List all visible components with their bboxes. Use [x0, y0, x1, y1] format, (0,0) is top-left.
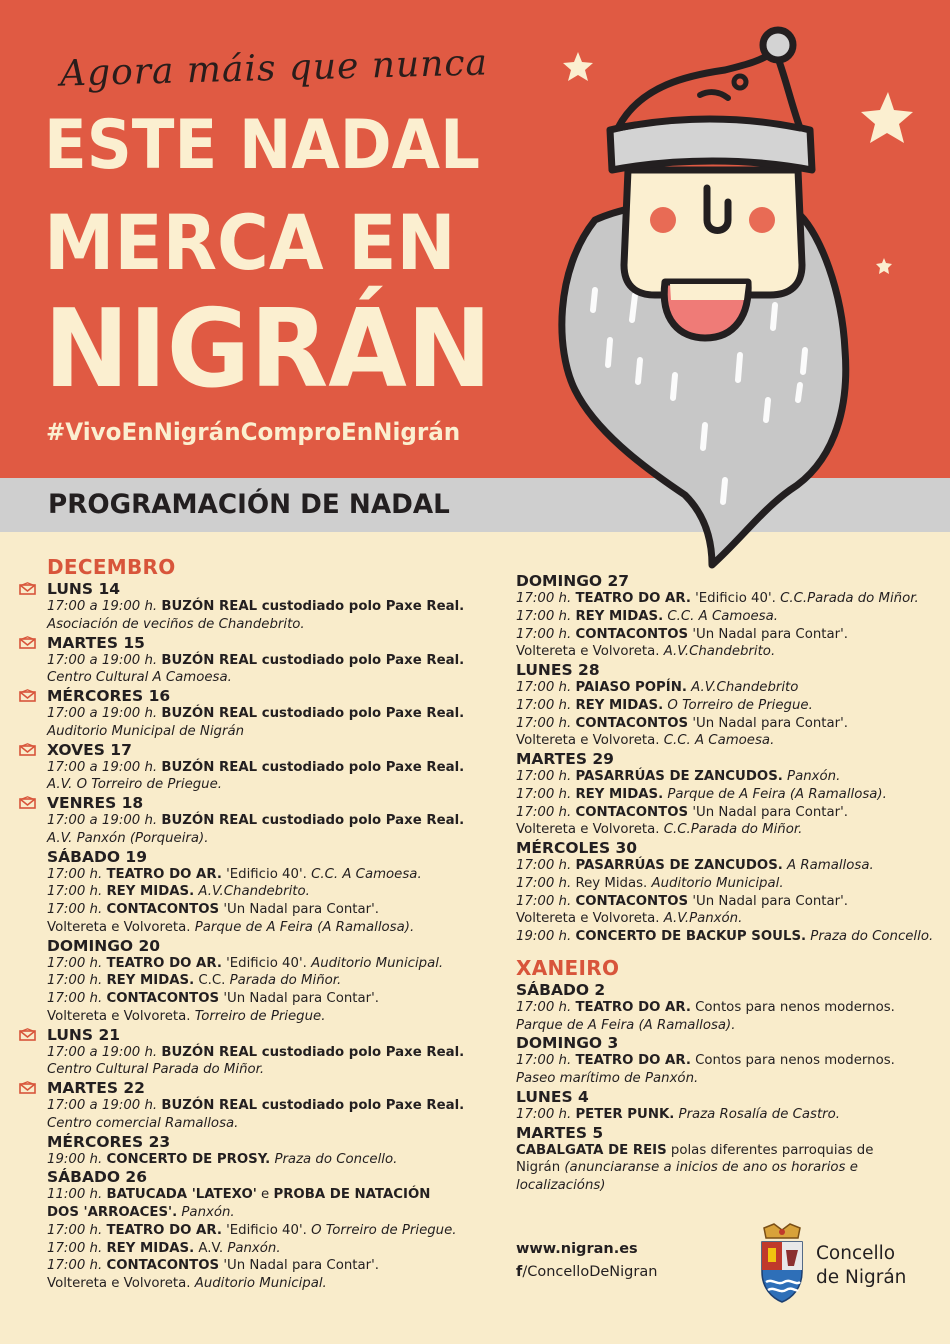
day-heading: [47, 1133, 464, 1151]
event-title: PETER PUNK.: [575, 1106, 675, 1122]
event-place: O Torreiro de Priegue.: [663, 697, 813, 713]
event-place: Centro Cultural Parada do Miñor.: [47, 1062, 265, 1078]
event-text: 'Un Nadal para Contar'.: [688, 893, 848, 909]
star-icon: [563, 52, 593, 81]
event-time: 17:00 h.: [516, 591, 572, 606]
event-text: Contos para nenos modernos.: [690, 1053, 895, 1069]
event-line: [516, 821, 933, 839]
event-place: A.V.Chandebrito: [686, 680, 799, 695]
programme-heading: PROGRAMACIÓN DE NADAL: [48, 489, 450, 520]
event-line: [47, 723, 464, 741]
event-line: [47, 866, 464, 884]
event-text: 'Un Nadal para Contar'.: [219, 902, 379, 917]
event-text: 'Edificio 40'.: [221, 1222, 312, 1238]
event-line: [47, 990, 464, 1008]
day-label: MARTES 29: [516, 750, 614, 768]
event-text: polas diferentes parroquias de: [666, 1142, 874, 1158]
hashtag: #VivoEnNigránComproEnNigrán: [46, 418, 461, 446]
event-time: 19:00 h.: [47, 1151, 103, 1167]
event-time: 17:00 a 19:00 h.: [47, 1098, 158, 1113]
event-place: O Torreiro de Priegue.: [311, 1222, 457, 1238]
day-heading: [47, 687, 464, 705]
event-title: CONTACONTOS: [575, 804, 689, 820]
event-title: REY MIDAS.: [106, 1240, 195, 1256]
event-title: TEATRO DO AR.: [575, 1053, 691, 1069]
event-line: [516, 608, 933, 626]
event-title: CONTACONTOS: [575, 626, 689, 642]
facebook-handle: /ConcelloDeNigran: [522, 1264, 658, 1280]
day-label: DOMINGO 27: [516, 572, 630, 590]
day-label: XOVES 17: [47, 740, 132, 759]
event-line: [47, 1151, 464, 1169]
month-heading: XANEIRO: [516, 955, 620, 980]
event-line: [47, 812, 464, 830]
event-time: 17:00 h.: [516, 1053, 572, 1069]
event-time: 17:00 h.: [47, 884, 103, 900]
title-line-1: ESTE NADAL: [44, 106, 480, 185]
day-label: LUNES 4: [516, 1087, 589, 1106]
organization-name: [816, 1242, 906, 1290]
event-line: [47, 1186, 464, 1204]
column-left: [47, 554, 464, 1293]
event-place: A.V.Chandebrito.: [194, 884, 310, 900]
envelope-icon: [19, 689, 36, 702]
event-line: [516, 928, 933, 946]
event-place: Asociación de veciños de Chandebrito.: [47, 616, 305, 632]
event-time: 17:00 h.: [47, 991, 103, 1006]
event-time: 11:00 h.: [47, 1187, 103, 1203]
event-title: CONCERTO DE PROSY.: [106, 1151, 271, 1167]
event-time: 17:00 h.: [516, 999, 572, 1015]
title-line-3: NIGRÁN: [44, 287, 492, 412]
event-place: Parque de A Feira (A Ramallosa).: [194, 919, 415, 935]
event-time: 17:00 a 19:00 h.: [47, 599, 158, 614]
day-label: DOMINGO 20: [47, 936, 161, 955]
event-time: 17:00 h.: [516, 1106, 572, 1122]
organization-line-1: Concello: [816, 1243, 896, 1264]
event-line: [516, 643, 933, 661]
event-place: Auditorio Municipal.: [194, 1276, 327, 1291]
event-place: Panxón.: [782, 769, 841, 784]
event-time: 17:00 h.: [47, 866, 103, 882]
event-line: [47, 759, 464, 777]
event-title: BATUCADA 'LATEXO': [106, 1187, 257, 1203]
event-time: 17:00 h.: [516, 769, 572, 784]
event-title: TEATRO DO AR.: [106, 1222, 222, 1238]
day-heading: [516, 839, 933, 857]
event-line: [516, 857, 933, 875]
event-line: [516, 715, 933, 733]
event-title: BUZÓN REAL custodiado polo Paxe Real.: [161, 652, 465, 668]
event-title: PASARRÚAS DE ZANCUDOS.: [575, 858, 783, 873]
event-line: [47, 972, 464, 990]
event-time: 17:00 h.: [47, 902, 103, 917]
event-title: REY MIDAS.: [575, 786, 664, 802]
event-line: [47, 955, 464, 973]
event-title: CONTACONTOS: [106, 1258, 220, 1274]
event-title: REY MIDAS.: [575, 697, 664, 713]
day-heading: [516, 1034, 933, 1052]
day-label: MARTES 15: [47, 633, 145, 652]
event-line: [47, 1097, 464, 1115]
event-title: CONTACONTOS: [575, 715, 689, 731]
day-heading: [516, 572, 933, 590]
event-place: A.V. Panxón (Porqueira).: [47, 830, 209, 846]
event-line: [47, 901, 464, 919]
event-text: Voltereta e Volvoreta.: [47, 919, 195, 935]
event-text: 'Un Nadal para Contar'.: [219, 1258, 379, 1274]
title-line-2: MERCA EN: [44, 198, 456, 287]
event-text: Voltereta e Volvoreta.: [47, 1008, 195, 1024]
event-text: 'Un Nadal para Contar'.: [688, 715, 848, 731]
event-time: 17:00 a 19:00 h.: [47, 813, 158, 828]
event-time: 17:00 h.: [516, 680, 572, 695]
event-line: [516, 1070, 933, 1088]
day-heading: [47, 1079, 464, 1097]
event-place: Torreiro de Priegue.: [194, 1008, 326, 1024]
event-line: [47, 1204, 464, 1222]
day-heading: [516, 1124, 933, 1142]
event-line: [516, 768, 933, 786]
day-heading: [516, 661, 933, 679]
event-time: 17:00 h.: [516, 715, 572, 731]
event-text: A.V.: [194, 1240, 228, 1256]
event-time: 17:00 a 19:00 h.: [47, 1044, 158, 1060]
day-heading: [47, 848, 464, 866]
event-line: [47, 1115, 464, 1133]
day-heading: [47, 937, 464, 955]
event-place: Praza Rosalía de Castro.: [674, 1106, 841, 1122]
event-time: 17:00 h.: [47, 1222, 103, 1238]
event-line: [47, 1061, 464, 1079]
event-line: [516, 732, 933, 750]
event-title: BUZÓN REAL custodiado polo Paxe Real.: [161, 706, 465, 721]
event-place: Parque de A Feira (A Ramallosa).: [516, 1017, 736, 1033]
event-line: [516, 1177, 933, 1195]
spacer: [516, 946, 933, 955]
event-line: [516, 999, 933, 1017]
event-line: [516, 1106, 933, 1124]
envelope-icon: [19, 582, 36, 595]
event-line: [516, 697, 933, 715]
santa-illustration: [500, 20, 950, 580]
event-place: Parque de A Feira (A Ramallosa).: [663, 786, 887, 802]
envelope-icon: [19, 1028, 36, 1041]
event-time: 17:00 h.: [516, 875, 572, 891]
event-time: 17:00 h.: [47, 973, 103, 989]
event-place: A Ramallosa.: [782, 858, 874, 873]
event-time: 17:00 h.: [47, 1258, 103, 1274]
event-text: 'Un Nadal para Contar'.: [219, 991, 379, 1006]
event-title: REY MIDAS.: [106, 973, 195, 989]
event-place: Auditorio Municipal de Nigrán: [47, 723, 245, 739]
event-time: 17:00 h.: [516, 786, 572, 802]
day-heading: [47, 1026, 464, 1044]
event-title: TEATRO DO AR.: [575, 999, 691, 1015]
event-text: Nigrán: [516, 1160, 565, 1176]
event-place: Praza do Concello.: [270, 1151, 398, 1167]
day-label: MÉRCOLES 30: [516, 839, 638, 857]
event-time: 17:00 a 19:00 h.: [47, 759, 158, 775]
event-time: 19:00 h.: [516, 929, 572, 944]
event-title: PASARRÚAS DE ZANCUDOS.: [575, 769, 783, 784]
event-line: [47, 1222, 464, 1240]
event-time: 17:00 h.: [516, 893, 572, 909]
envelope-icon: [19, 636, 36, 649]
event-line: [47, 1275, 464, 1293]
event-line: [516, 910, 933, 928]
event-line: [516, 1142, 933, 1160]
event-place: A.V.Chandebrito.: [663, 644, 776, 660]
event-place: localizacións): [516, 1178, 606, 1193]
event-place: C.C.Parada do Miñor.: [780, 591, 919, 606]
event-place: Centro Cultural A Camoesa.: [47, 670, 232, 686]
envelope-icon: [19, 743, 36, 756]
envelope-icon: [19, 1081, 36, 1094]
event-line: [47, 616, 464, 634]
day-label: MÉRCORES 16: [47, 687, 171, 705]
event-time: 17:00 h.: [516, 697, 572, 713]
event-line: [47, 1257, 464, 1275]
event-line: [516, 1017, 933, 1035]
event-title: CABALGATA DE REIS: [516, 1142, 667, 1158]
day-heading: [47, 634, 464, 652]
event-time: 17:00 h.: [47, 1240, 103, 1256]
day-label: DOMINGO 3: [516, 1034, 619, 1053]
star-icon: [861, 92, 913, 143]
event-line: [516, 1052, 933, 1070]
event-place: (anunciaranse a inicios de ano os horarios e: [564, 1160, 858, 1176]
event-place: Auditorio Municipal.: [651, 875, 784, 891]
star-icon: [876, 258, 892, 274]
event-place: Panxón.: [177, 1205, 235, 1220]
day-label: MARTES 22: [47, 1079, 145, 1097]
event-line: [47, 1240, 464, 1258]
event-line: [47, 1044, 464, 1062]
event-title: BUZÓN REAL custodiado polo Paxe Real.: [161, 813, 465, 828]
event-place: A.V.Panxón.: [663, 911, 743, 927]
day-heading: [516, 981, 933, 999]
event-line: [516, 804, 933, 822]
envelope-icon: [19, 796, 36, 809]
day-label: LUNES 28: [516, 661, 600, 679]
event-text: Voltereta e Volvoreta.: [516, 644, 664, 660]
tagline: Agora máis que nunca: [59, 42, 489, 95]
coat-of-arms-icon: [758, 1222, 806, 1304]
event-title: CONTACONTOS: [575, 893, 689, 909]
event-line: [516, 590, 933, 608]
event-title: TEATRO DO AR.: [106, 866, 222, 882]
event-title: CONTACONTOS: [106, 991, 220, 1006]
day-label: SÁBADO 19: [47, 847, 147, 866]
event-time: 17:00 a 19:00 h.: [47, 652, 158, 668]
event-place: Centro comercial Ramallosa.: [47, 1115, 239, 1131]
facebook-icon: f: [516, 1264, 523, 1280]
event-line: [47, 705, 464, 723]
event-text: 'Un Nadal para Contar'.: [688, 804, 848, 820]
event-title: CONCERTO DE BACKUP SOULS.: [575, 929, 807, 944]
day-heading: [47, 1168, 464, 1186]
event-text: 'Edificio 40'.: [221, 955, 312, 971]
event-text: Voltereta e Volvoreta.: [516, 911, 664, 927]
event-line: [47, 830, 464, 848]
event-text: Voltereta e Volvoreta.: [516, 733, 664, 749]
website-link[interactable]: www.nigran.es: [516, 1241, 638, 1257]
event-title: CONTACONTOS: [106, 902, 220, 917]
day-label: LUNS 14: [47, 580, 121, 598]
event-line: [47, 776, 464, 794]
event-time: 17:00 h.: [47, 955, 103, 971]
event-line: [516, 679, 933, 697]
event-text: 'Edificio 40'.: [221, 866, 312, 882]
event-place: Auditorio Municipal.: [311, 955, 444, 971]
event-line: [47, 669, 464, 687]
event-line: [47, 652, 464, 670]
event-line: [47, 1008, 464, 1026]
organization-line-2: de Nigrán: [816, 1267, 907, 1288]
event-text: Rey Midas.: [575, 875, 652, 891]
event-title: REY MIDAS.: [575, 608, 664, 624]
event-text: C.C.: [194, 973, 230, 989]
event-line: [47, 598, 464, 616]
event-title: BUZÓN REAL custodiado polo Paxe Real.: [161, 1098, 465, 1113]
month-heading: DECEMBRO: [47, 555, 176, 579]
event-title: TEATRO DO AR.: [575, 591, 691, 606]
event-title: REY MIDAS.: [106, 884, 195, 900]
event-place: C.C. A Camoesa.: [663, 733, 775, 749]
event-time: 17:00 h.: [516, 608, 572, 624]
event-line: [47, 883, 464, 901]
event-line: [516, 626, 933, 644]
facebook-link[interactable]: [516, 1264, 657, 1280]
event-line: [516, 893, 933, 911]
event-place: Paseo marítimo de Panxón.: [516, 1071, 699, 1086]
event-time: 17:00 h.: [516, 626, 572, 642]
event-title: PAIASO POPÍN.: [575, 680, 687, 695]
day-label: SÁBADO 2: [516, 980, 606, 999]
day-label: MÉRCORES 23: [47, 1132, 171, 1151]
event-title: TEATRO DO AR.: [106, 955, 222, 971]
event-place: C.C. A Camoesa.: [663, 608, 778, 624]
event-time: 17:00 h.: [516, 858, 572, 873]
event-time: 17:00 h.: [516, 804, 572, 820]
day-heading: [47, 580, 464, 598]
event-line: [516, 1159, 933, 1177]
event-place: Praza do Concello.: [806, 929, 934, 944]
event-title: BUZÓN REAL custodiado polo Paxe Real.: [161, 1044, 465, 1060]
event-text: 'Un Nadal para Contar'.: [688, 626, 848, 642]
event-text: 'Edificio 40'.: [690, 591, 781, 606]
event-title: PROBA DE NATACIÓN: [273, 1187, 431, 1203]
event-title: DOS 'ARROACES'.: [47, 1205, 178, 1220]
event-place: Panxón.: [227, 1240, 281, 1256]
event-text: Voltereta e Volvoreta.: [47, 1276, 195, 1291]
event-line: [516, 875, 933, 893]
day-label: VENRES 18: [47, 794, 144, 812]
event-line: [47, 919, 464, 937]
event-time: 17:00 a 19:00 h.: [47, 706, 158, 721]
event-text: e: [256, 1187, 274, 1203]
day-heading: [47, 794, 464, 812]
day-label: SÁBADO 26: [47, 1168, 147, 1187]
column-right: [516, 572, 933, 1195]
event-text: Voltereta e Volvoreta.: [516, 822, 664, 838]
event-place: A.V. O Torreiro de Priegue.: [47, 777, 223, 793]
event-place: Parada do Miñor.: [229, 973, 342, 989]
event-title: BUZÓN REAL custodiado polo Paxe Real.: [161, 759, 465, 775]
day-heading: [516, 1088, 933, 1106]
day-heading: [47, 741, 464, 759]
event-place: C.C. A Camoesa.: [311, 866, 422, 882]
event-place: C.C.Parada do Miñor.: [663, 822, 803, 838]
day-label: LUNS 21: [47, 1025, 121, 1044]
day-label: MARTES 5: [516, 1123, 604, 1142]
event-line: [516, 786, 933, 804]
day-heading: [516, 750, 933, 768]
event-text: Contos para nenos modernos.: [690, 999, 895, 1015]
event-title: BUZÓN REAL custodiado polo Paxe Real.: [161, 599, 465, 614]
